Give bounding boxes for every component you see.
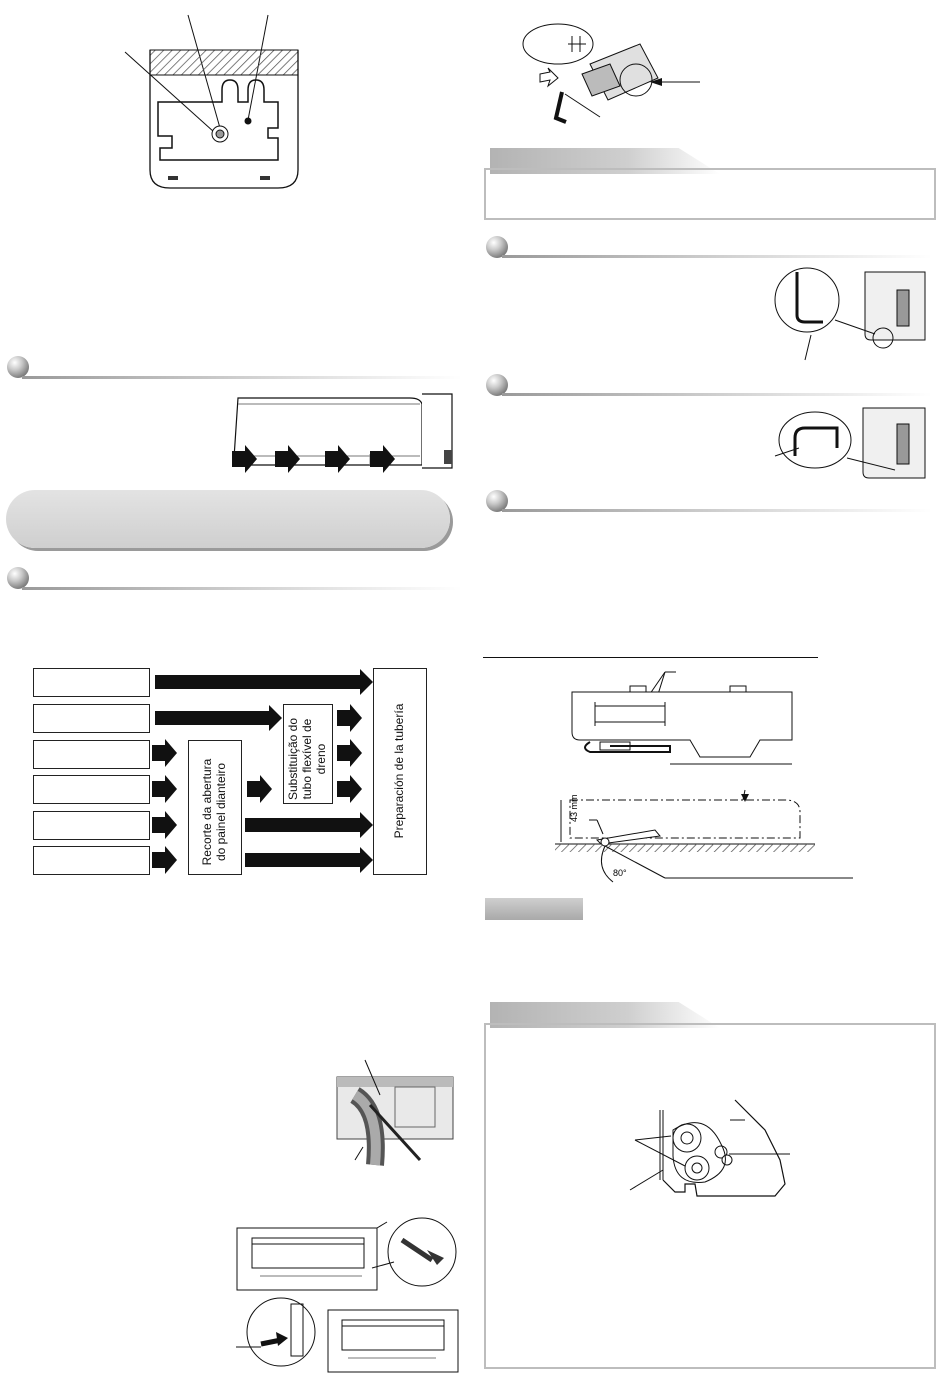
right-arrow-icon	[275, 451, 289, 467]
clearance-height-label: 43 mm	[569, 794, 579, 822]
section-bullet-icon	[7, 356, 29, 378]
note-frame	[484, 168, 936, 220]
flow-option-box	[33, 740, 150, 769]
right-arrow-icon	[245, 818, 361, 832]
section-divider	[22, 587, 462, 590]
piping-bundle-cross-section	[625, 1100, 805, 1210]
flow-option-box	[33, 775, 150, 804]
note-label-bar	[485, 898, 583, 920]
section-divider	[502, 393, 932, 396]
angle-label: 80°	[613, 868, 627, 878]
right-arrow-icon	[152, 781, 166, 797]
unit-front-cover-upper	[232, 1210, 457, 1295]
right-arrow-icon	[232, 451, 246, 467]
right-arrow-icon	[245, 853, 361, 867]
right-arrow-icon	[337, 781, 351, 797]
flow-option-box	[33, 704, 150, 733]
drain-hose-removal-illustration	[325, 1055, 455, 1165]
right-arrow-icon	[152, 817, 166, 833]
unit-front-cover-lower	[236, 1292, 461, 1377]
flow-option-box	[33, 811, 150, 840]
flow-option-box	[33, 668, 150, 697]
unit-back-diagram	[110, 10, 310, 195]
right-arrow-icon	[155, 675, 361, 689]
unit-bottom-view-drawing	[570, 672, 800, 772]
piping-leftside-illustration	[775, 260, 935, 365]
flow-option-box	[33, 846, 150, 875]
right-arrow-icon	[337, 745, 351, 761]
section-divider	[502, 509, 932, 512]
right-arrow-icon	[370, 451, 384, 467]
right-arrow-icon	[155, 711, 270, 725]
section-divider	[502, 255, 932, 258]
pipe-prep-step-label: Preparación de la tubería	[392, 703, 406, 839]
section-bullet-icon	[7, 567, 29, 589]
cut-panel-step-label: Recorte da abertura do painel dianteiro	[200, 758, 228, 866]
right-arrow-icon	[247, 781, 261, 797]
right-arrow-icon	[152, 852, 166, 868]
piping-rightside-illustration	[775, 398, 935, 488]
section-banner	[6, 490, 450, 548]
right-arrow-icon	[337, 710, 351, 726]
right-arrow-icon	[152, 745, 166, 761]
unit-side-clearance-drawing	[555, 790, 855, 890]
subsection-underline	[483, 657, 818, 658]
hex-key-adjustment-diagram	[520, 22, 720, 132]
drain-hose-step-label: Substituição do tubo flexível de dreno	[286, 717, 328, 801]
right-arrow-icon	[325, 451, 339, 467]
section-divider	[22, 376, 462, 379]
